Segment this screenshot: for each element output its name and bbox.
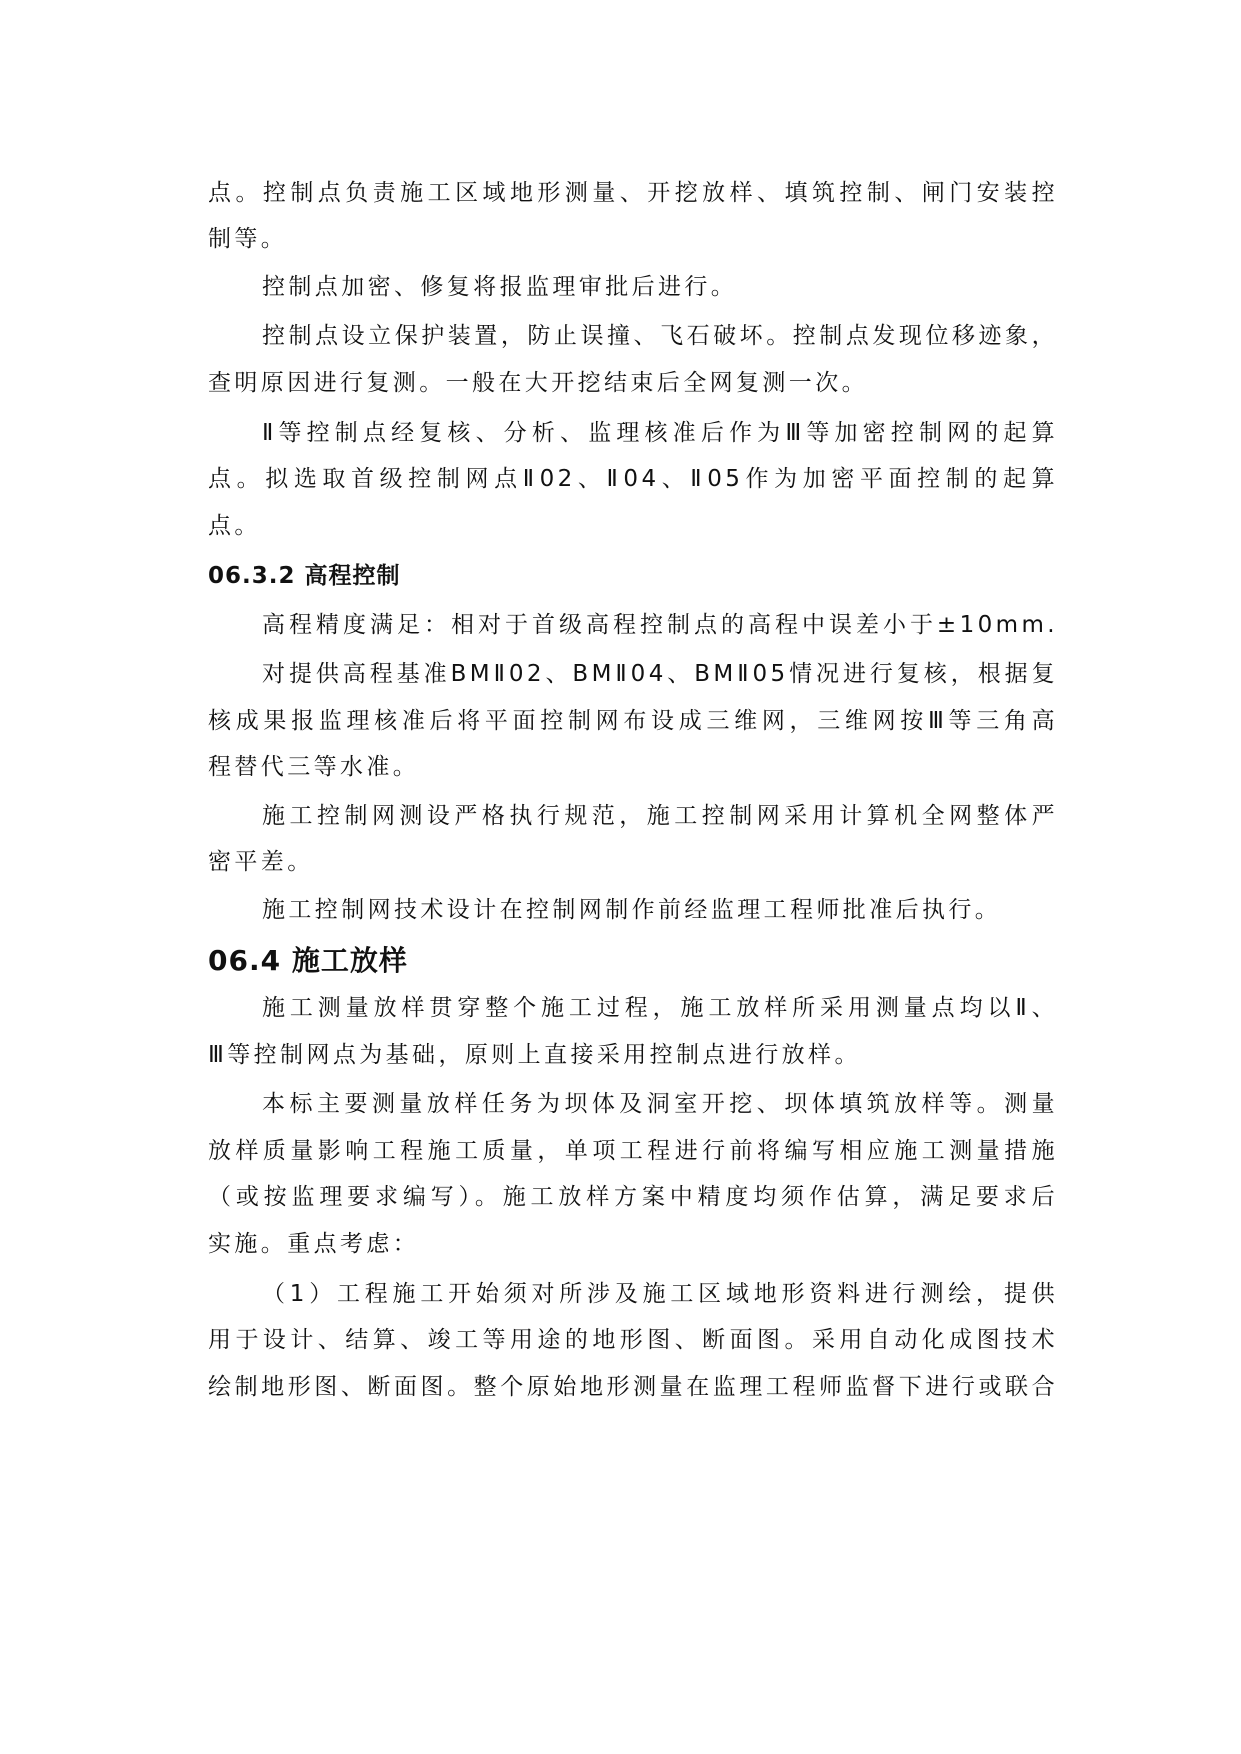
- paragraph-line: Ⅱ等控制点经复核、分析、监理核准后作为Ⅲ等加密控制网的起算: [262, 420, 1058, 446]
- paragraph-line: 绘制地形图、断面图。整个原始地形测量在监理工程师监督下进行或联合: [208, 1374, 1058, 1400]
- paragraph-line: 用于设计、结算、竣工等用途的地形图、断面图。采用自动化成图技术: [208, 1327, 1058, 1353]
- paragraph-line: 实施。重点考虑：: [208, 1231, 420, 1257]
- paragraph-line: 核成果报监理核准后将平面控制网布设成三维网，三维网按Ⅲ等三角高: [208, 708, 1058, 734]
- paragraph-line: 施工测量放样贯穿整个施工过程，施工放样所采用测量点均以Ⅱ、: [262, 995, 1058, 1021]
- paragraph-line: 查明原因进行复测。一般在大开挖结束后全网复测一次。: [208, 370, 868, 396]
- paragraph-line: 对提供高程基准BMⅡ02、BMⅡ04、BMⅡ05情况进行复核，根据复: [262, 661, 1058, 687]
- section-heading-06-3-2: 06.3.2 高程控制: [208, 563, 401, 589]
- paragraph-line: 制等。: [208, 226, 288, 252]
- paragraph-line: Ⅲ等控制网点为基础，原则上直接采用控制点进行放样。: [208, 1042, 861, 1068]
- paragraph-line: （或按监理要求编写）。施工放样方案中精度均须作估算，满足要求后: [208, 1184, 1058, 1210]
- paragraph-line: 点。拟选取首级控制网点Ⅱ02、Ⅱ04、Ⅱ05作为加密平面控制的起算: [208, 466, 1058, 492]
- paragraph-line: 本标主要测量放样任务为坝体及洞室开挖、坝体填筑放样等。测量: [262, 1091, 1058, 1117]
- paragraph-line: 点。控制点负责施工区域地形测量、开挖放样、填筑控制、闸门安装控: [208, 180, 1058, 206]
- paragraph-line: 施工控制网测设严格执行规范，施工控制网采用计算机全网整体严: [262, 803, 1058, 829]
- paragraph-line: 程替代三等水准。: [208, 754, 420, 780]
- section-heading-06-4: 06.4 施工放样: [208, 944, 408, 977]
- paragraph-line: 放样质量影响工程施工质量，单项工程进行前将编写相应施工测量措施: [208, 1138, 1058, 1164]
- paragraph-line: 控制点设立保护装置，防止误撞、飞石破坏。控制点发现位移迹象，: [262, 323, 1058, 349]
- paragraph-line: 施工控制网技术设计在控制网制作前经监理工程师批准后执行。: [262, 897, 1002, 923]
- paragraph-line: 控制点加密、修复将报监理审批后进行。: [262, 274, 738, 300]
- paragraph-line: 高程精度满足：相对于首级高程控制点的高程中误差小于±10mm.: [262, 612, 1058, 638]
- paragraph-line: （1）工程施工开始须对所涉及施工区域地形资料进行测绘，提供: [262, 1281, 1058, 1307]
- paragraph-line: 点。: [208, 513, 261, 539]
- paragraph-line: 密平差。: [208, 849, 314, 875]
